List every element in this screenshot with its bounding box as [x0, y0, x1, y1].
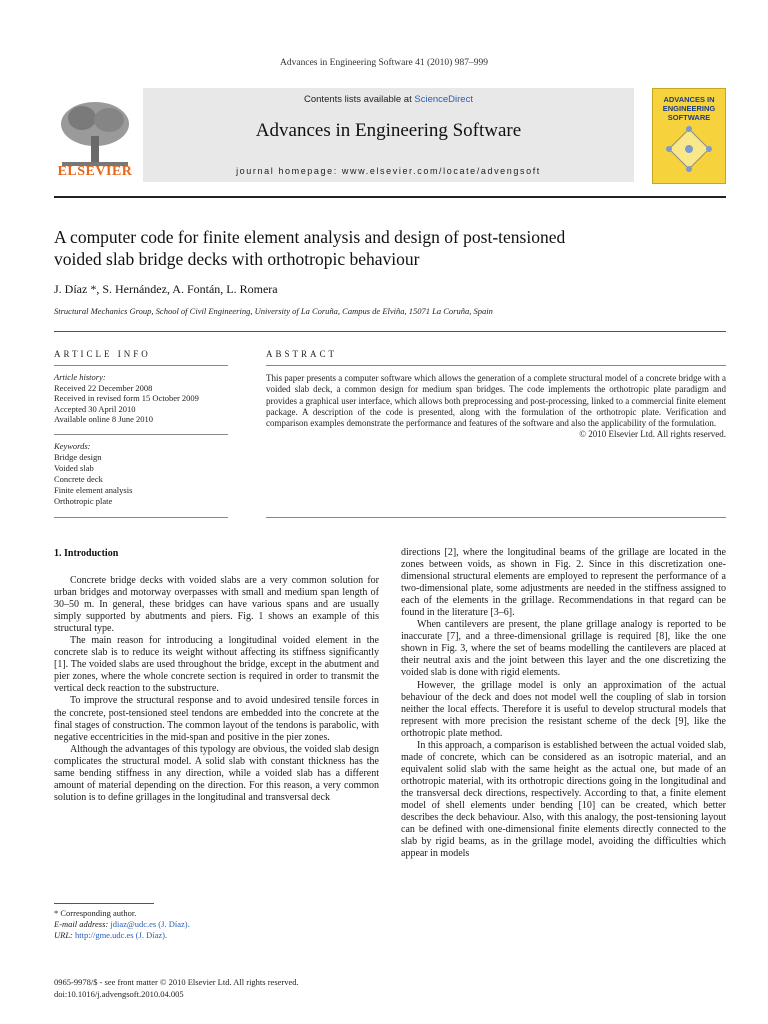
article-history [54, 372, 230, 425]
abstract-copyright: © 2010 Elsevier Ltd. All rights reserved. [579, 429, 726, 440]
title-line-2: voided slab bridge decks with orthotropic behaviour [54, 249, 420, 269]
authors: J. Díaz *, S. Hernández, A. Fontán, L. Romera [54, 282, 278, 296]
contents-prefix: Contents lists available at [304, 94, 415, 105]
url-link[interactable]: http://gme.udc.es (J. Díaz). [75, 930, 168, 940]
page-footer [54, 977, 299, 1000]
keyword-item: Voided slab [54, 463, 94, 473]
keywords-label: Keywords: [54, 441, 91, 451]
sciencedirect-link[interactable]: ScienceDirect [414, 94, 473, 105]
body-paragraph: In this approach, a comparison is established between the actual voided slab, made of concrete, which can be considered as an isotropic material, and an equivalent solid slab with the same height as the actual one, but made of an orthotropic material, with its orthotropic directions going in the longitudinal and the transversal deck directions, respectively. According to that, a finite element model of shell elements under bending [10] can be created, which better describes the deck behaviour. Also, with this analogy, the post-tensioning layout can be defined with one-dimensional finite elements directly connected to the slab by rigid beams, as in the grillage model, avoiding the difficulties which appear in models [401, 739, 726, 860]
keyword-item: Finite element analysis [54, 485, 133, 495]
title-line-1: A computer code for finite element analysis and design of post-tensioned [54, 227, 566, 247]
email-label: E-mail address: [54, 919, 109, 929]
body-column-left [54, 575, 379, 804]
body-paragraph: To improve the structural response and to avoid undesired tensile forces in the concrete, post-tensioned steel tendons are embedded into the concrete at the final stages of construction. The common layout of the tendons is parabolic, with negative eccentricities in the mid-span and positive in the pier zones. [54, 695, 379, 743]
keyword-item: Concrete deck [54, 474, 103, 484]
cover-title: ADVANCES IN ENGINEERING SOFTWARE [662, 95, 716, 122]
contents-availability [143, 94, 634, 105]
footnote [54, 908, 374, 941]
body-column-right [401, 547, 726, 860]
history-item: Accepted 30 April 2010 [54, 403, 136, 414]
article-info-divider [54, 365, 228, 366]
body-paragraph: Although the advantages of this typology are obvious, the voided slab design complicates the structural model. A solid slab with constant thickness has the same bending stiffness in any direction, while a voided slab has a different amount of material depending on the direction. For this reason, a very common solution is to define grillages in the longitudinal and transversal deck [54, 743, 379, 803]
body-paragraph: When cantilevers are present, the plane grillage analogy is reported to be inaccurate [7], and a three-dimensional grillage is required [8], like the one shown in Fig. 3, where the set of beams modelling the cantilevers are placed at their neutral axis and the joint between this layer and the one discretizing the voided slab is done with rigid elements. [401, 619, 726, 679]
publisher-logo-text: ELSEVIER [57, 164, 133, 179]
abstract-body [266, 373, 726, 441]
history-label: Article history: [54, 372, 106, 382]
keywords-bottom-divider [54, 517, 228, 518]
affiliation: Structural Mechanics Group, School of Civil Engineering, University of La Coruña, Campus de Elviña, 15071 La Coruña, Spain [54, 306, 493, 316]
keyword-item: Orthotropic plate [54, 496, 113, 506]
email-line [54, 919, 374, 930]
affiliation-divider [54, 331, 726, 332]
body-paragraph: directions [2], where the longitudinal beams of the grillage are located in the zones between voids, as shown in Fig. 2. Since in this discretization one-dimensional structural elements are employed to represent the performance of a two-dimensional plate, some adjustments are needed in the stiffness assigned to each of the elements in the grillage. Recommendations in that regard can be found in the literature [3–6]. [401, 547, 726, 619]
body-paragraph: Concrete bridge decks with voided slabs are a very common solution for urban bridges and motorway overpasses with small and medium span length of 30–50 m. In general, these bridges can have various spans and are usually simply supported by abutments and piers. Fig. 1 shows an example of this structural type. [54, 575, 379, 635]
keyword-item: Bridge design [54, 452, 102, 462]
url-label: URL: [54, 930, 73, 940]
url-line [54, 930, 374, 941]
journal-name: Advances in Engineering Software [255, 120, 522, 141]
abstract-heading: ABSTRACT [266, 349, 338, 359]
section-title: 1. Introduction [54, 548, 119, 559]
body-paragraph: However, the grillage model is only an approximation of the actual behaviour of the deck and does not model well the coupling of slab in torsion neither the local effects. Therefore it is useful to develop structural models that represent with more precision the resistant scheme of the deck [9], like the orthotropic plate method. [401, 679, 726, 739]
abstract-text: This paper presents a computer software which allows the generation of a complete structural model of a concrete bridge with a voided slab deck, a common design for medium span bridges. The code implements the orthotropic plate paradigm and provides a graphical user interface, which allows both preprocessing and post-processing, linked to a commercial finite element package. A description of the code is presented, along with the formulation of the orthotropic plate. Verification and comparison examples demonstrate the performance and features of the software and also the applicability of the formulation. [266, 373, 726, 429]
article-info-heading: ARTICLE INFO [54, 349, 151, 359]
article-title [54, 226, 714, 270]
body-paragraph: The main reason for introducing a longitudinal voided element in the concrete slab is to reduce its weight without affecting its stiffness significantly [1]. The voided slabs are used throughout the bridge, except in the abutment and pier zones, where the whole concrete section is required in order to transmit the vertical deck reaction to the substructure. [54, 635, 379, 695]
cover-graphic-icon [665, 125, 713, 173]
doi-link[interactable]: doi:10.1016/j.advengsoft.2010.04.005 [54, 988, 184, 999]
journal-citation: Advances in Engineering Software 41 (2010) 987–999 [280, 58, 488, 68]
email-link[interactable]: jdiaz@udc.es (J. Díaz). [110, 919, 190, 929]
history-divider [54, 434, 228, 435]
history-item: Received in revised form 15 October 2009 [54, 393, 199, 403]
journal-banner [143, 88, 634, 182]
footnote-divider [54, 903, 154, 904]
corresponding-author-note: * Corresponding author. [54, 908, 137, 918]
abstract-divider [266, 365, 726, 366]
abstract-bottom-divider [266, 517, 726, 518]
history-item: Received 22 December 2008 [54, 382, 153, 393]
journal-cover [652, 88, 726, 184]
journal-homepage[interactable]: journal homepage: www.elsevier.com/locate/advengsoft [236, 166, 541, 176]
keywords [54, 441, 230, 507]
header-divider [54, 196, 726, 198]
history-item: Available online 8 June 2010 [54, 414, 153, 424]
issn-line: 0965-9978/$ - see front matter © 2010 Elsevier Ltd. All rights reserved. [54, 977, 299, 987]
